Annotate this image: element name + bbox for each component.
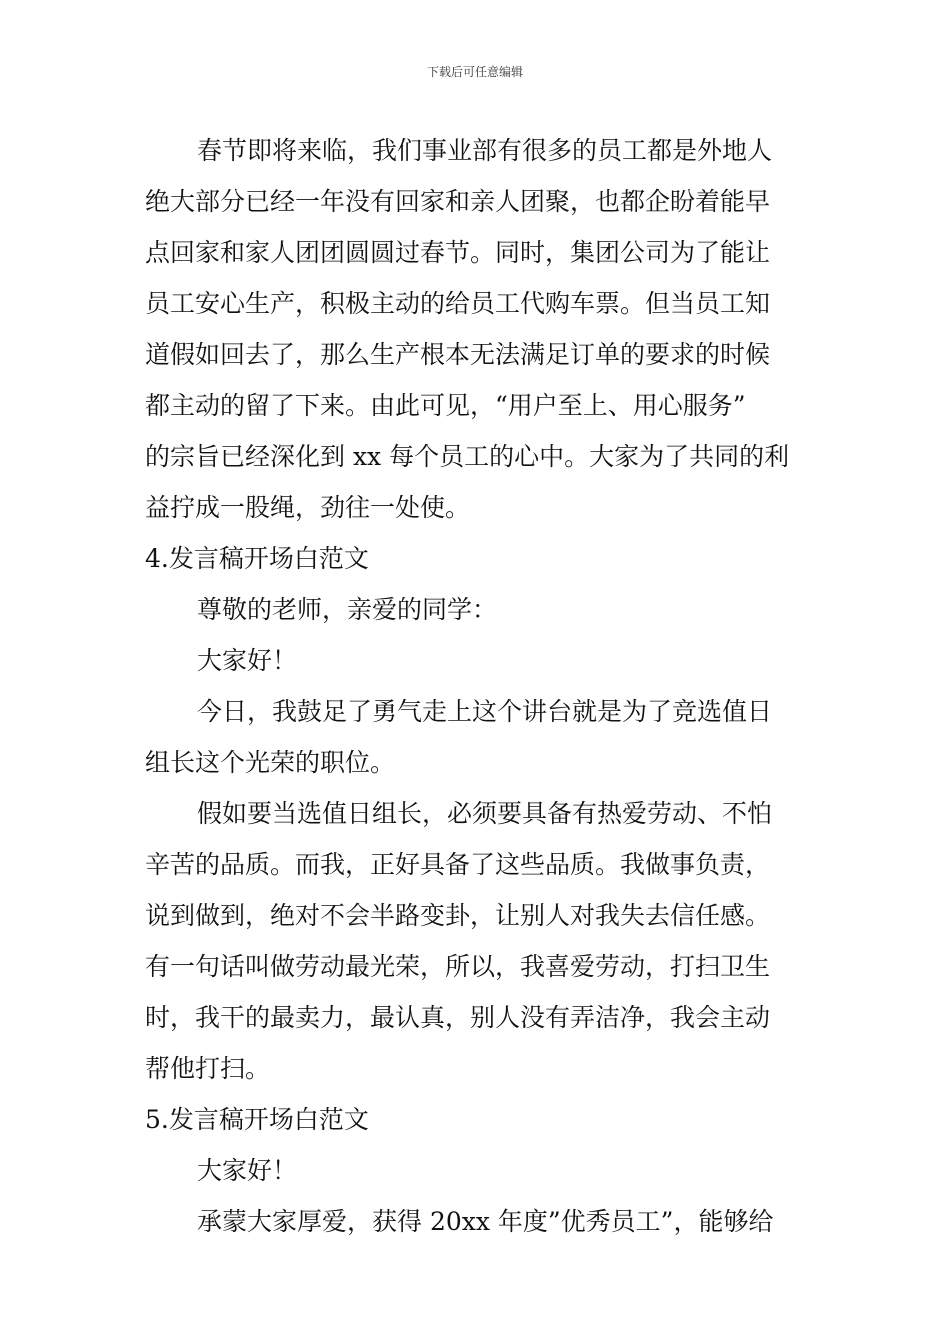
text-line: 辛苦的品质。而我，正好具备了这些品质。我做事负责， [145, 850, 771, 879]
text-line: 承蒙大家厚爱，获得 20xx 年度”优秀员工”，能够给 [197, 1207, 774, 1236]
page-header: 下载后可任意编辑 [426, 65, 523, 79]
text-line: 员工安心生产，积极主动的给员工代购车票。但当员工知 [145, 289, 771, 318]
section-heading: 5.发言稿开场白范文 [145, 1105, 369, 1134]
text-line: 有一句话叫做劳动最光荣，所以，我喜爱劳动，打扫卫生 [145, 952, 771, 981]
text-line: 今日，我鼓足了勇气走上这个讲台就是为了竞选值日 [197, 697, 773, 726]
text-line: 绝大部分已经一年没有回家和亲人团聚，也都企盼着能早 [145, 187, 771, 216]
section-heading: 4.发言稿开场白范文 [145, 544, 369, 573]
salutation: 尊敬的老师，亲爱的同学： [197, 595, 498, 624]
text-line: 春节即将来临，我们事业部有很多的员工都是外地人 [197, 136, 773, 165]
text-line: 帮他打扫。 [145, 1054, 271, 1083]
text-line: 组长这个光荣的职位。 [145, 748, 396, 777]
greeting: 大家好！ [197, 646, 298, 675]
text-line: 的宗旨已经深化到 xx 每个员工的心中。大家为了共同的利 [145, 442, 790, 471]
document-body [145, 130, 807, 1252]
text-line: 都主动的留了下来。由此可见，“用户至上、用心服务” [145, 391, 746, 420]
greeting: 大家好！ [197, 1156, 298, 1185]
text-line: 益拧成一股绳，劲往一处使。 [145, 493, 471, 522]
text-line: 说到做到，绝对不会半路变卦，让别人对我失去信任感。 [145, 901, 771, 930]
text-line: 假如要当选值日组长，必须要具备有热爱劳动、不怕 [197, 799, 773, 828]
text-line: 道假如回去了，那么生产根本无法满足订单的要求的时候 [145, 340, 771, 369]
text-line: 时，我干的最卖力，最认真，别人没有弄洁净，我会主动 [145, 1003, 771, 1032]
text-line: 点回家和家人团团圆圆过春节。同时，集团公司为了能让 [145, 238, 771, 267]
